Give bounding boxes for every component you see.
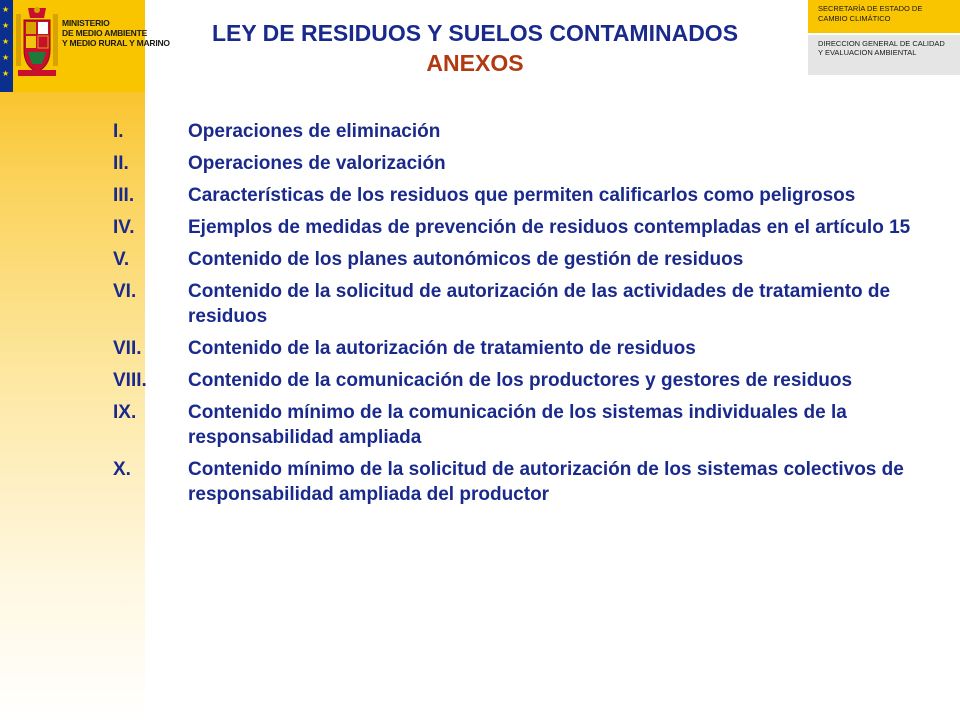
annex-title: Operaciones de eliminación [188,121,441,142]
annex-title: Contenido de la comunicación de los productores y gestores de residuos [188,370,853,391]
annex-number: V. [113,249,130,270]
annex-number: II. [113,153,129,174]
coat-of-arms-icon [14,4,60,88]
annex-item-6 [113,279,939,329]
annex-title: Contenido de la autorización de tratamiento de residuos [188,338,696,359]
annex-item-9 [113,400,939,450]
annex-item-7 [113,336,939,361]
annex-item-8 [113,368,939,393]
annex-title: Características de los residuos que permiten calificarlos como peligrosos [188,185,856,206]
annex-item-2 [113,151,939,176]
annex-item-4 [113,215,939,240]
annex-number: IX. [113,402,137,423]
annex-number: X. [113,459,131,480]
annex-title: Ejemplos de medidas de prevención de residuos contempladas en el artículo 15 [188,217,911,238]
badge-secretaria: SECRETARÍA DE ESTADO DE CAMBIO CLIMÁTICO [808,0,960,33]
annex-item-5 [113,247,939,272]
annex-item-1 [113,119,939,144]
ministry-line-3: Y MEDIO RURAL Y MARINO [62,38,170,48]
annex-number: I. [113,121,124,142]
annex-number: VIII. [113,370,147,391]
annex-number: IV. [113,217,135,238]
badge-direccion: DIRECCION GENERAL DE CALIDAD Y EVALUACION AMBIENTAL [808,35,960,75]
page-subtitle: ANEXOS [426,50,524,76]
ministry-line-2: DE MEDIO AMBIENTE [62,28,148,38]
page-title: LEY DE RESIDUOS Y SUELOS CONTAMINADOS [211,20,739,46]
annex-item-10 [113,457,939,507]
annex-title: Operaciones de valorización [188,153,446,174]
ministry-line-1: MINISTERIO [62,18,110,28]
eu-flag-strip: ★ ★ ★ ★ ★ [0,0,13,92]
annex-number: III. [113,185,135,206]
annex-number: VII. [113,338,142,359]
annex-title: Contenido de los planes autonómicos de gestión de residuos [188,249,744,270]
annex-item-3 [113,183,939,208]
annex-list [113,119,939,514]
annex-number: VI. [113,281,137,302]
annex-title: Contenido mínimo de la comunicación de los sistemas individuales de la responsabilidad ampliada [188,402,847,448]
agency-badges [808,0,960,75]
annex-title: Contenido de la solicitud de autorización de las actividades de tratamiento de residuos [188,281,891,327]
ministry-name [62,18,170,48]
annex-title: Contenido mínimo de la solicitud de autorización de los sistemas colectivos de responsabilidad ampliada del productor [188,459,904,505]
ministry-logo-block [0,0,170,92]
